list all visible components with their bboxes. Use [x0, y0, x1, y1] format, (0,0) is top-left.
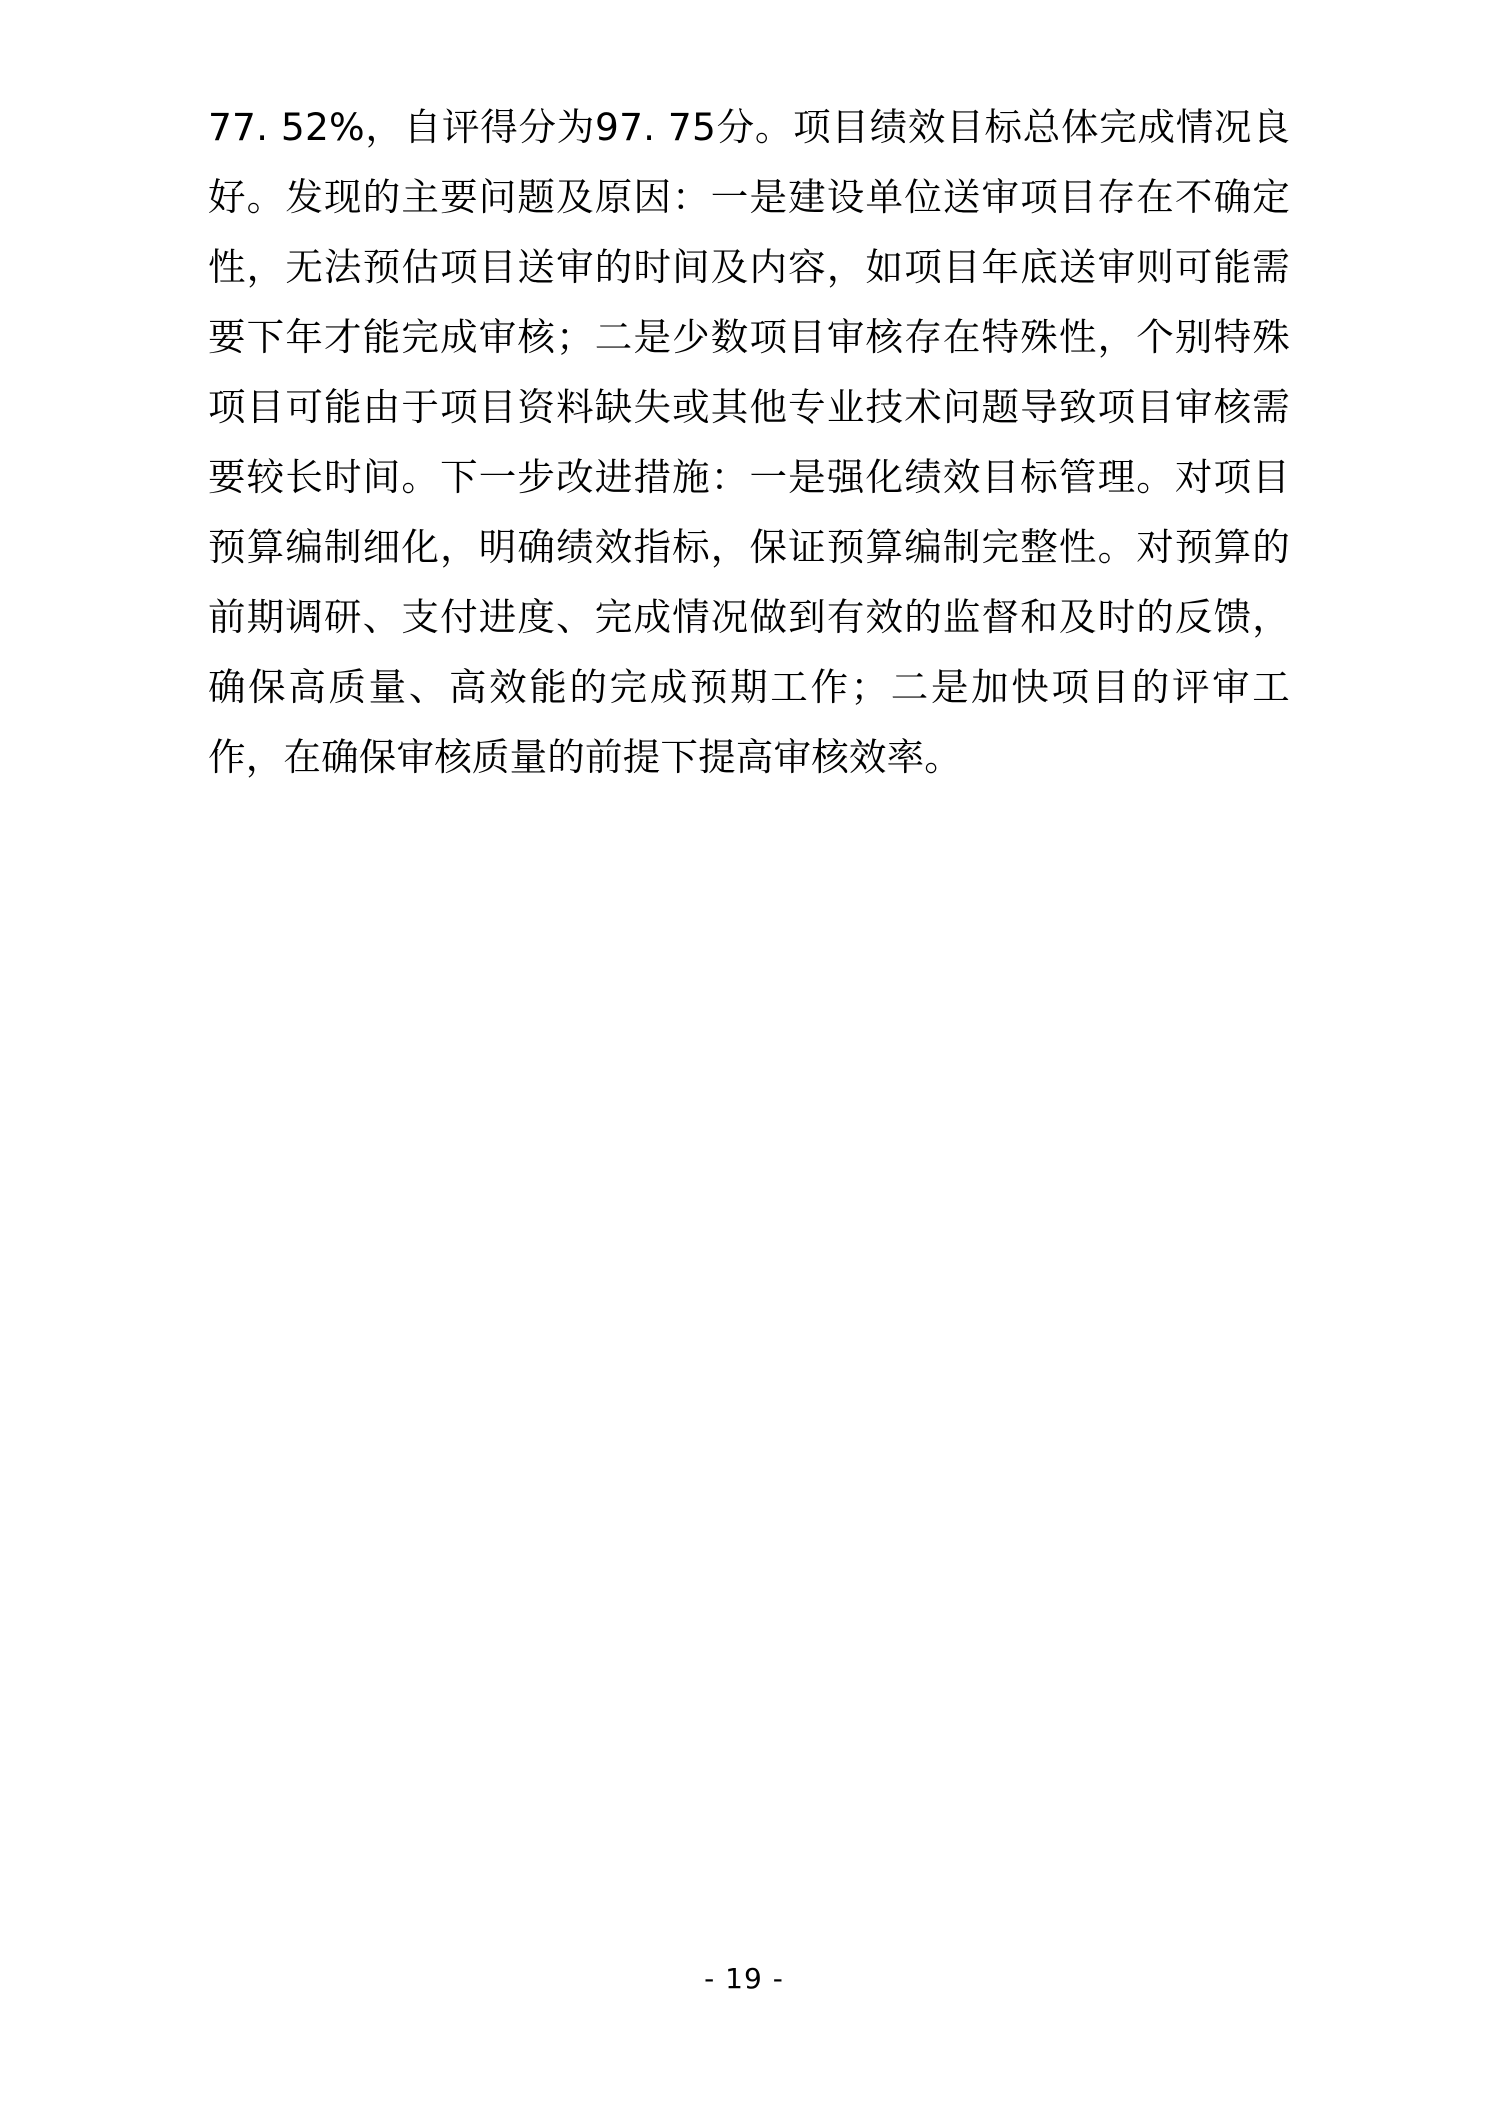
- body-paragraph: 77. 52%，自评得分为97. 75分。项目绩效目标总体完成情况良好。发现的主要问题及原因：一是建设单位送审项目存在不确定性，无法预估项目送审的时间及内容，如项目年底送审则可能需要下年才能完成审核；二是少数项目审核存在特殊性，个别特殊项目可能由于项目资料缺失或其他专业技术问题导致项目审核需要较长时间。下一步改进措施：一是强化绩效目标管理。对项目预算编制细化，明确绩效指标，保证预算编制完整性。对预算的前期调研、支付进度、完成情况做到有效的监督和及时的反馈，确保高质量、高效能的完成预期工作；二是加快项目的评审工作，在确保审核质量的前提下提高审核效率。: [208, 105, 1290, 779]
- page-number: - 19 -: [704, 1962, 784, 1995]
